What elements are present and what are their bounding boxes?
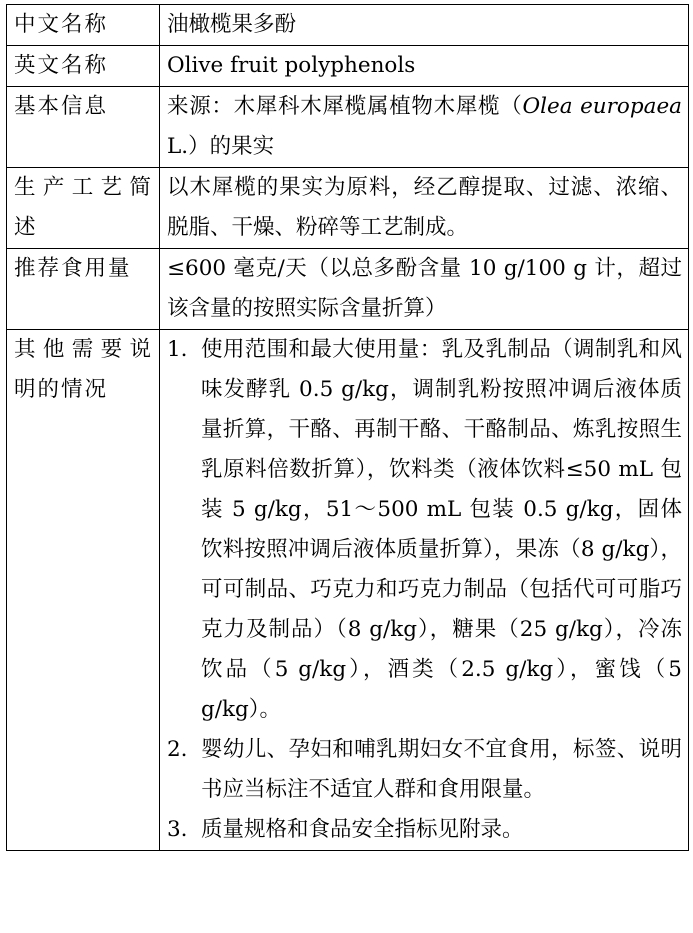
note-text: 使用范围和最大使用量：乳及乳制品（调制乳和风味发酵乳 0.5 g/kg，调制乳粉按照冲调后液体质量折算，干酪、再制干酪、干酪制品、炼乳按照生乳原料倍数折算），饮料类（液体饮料≤50 mL 包装 5 g/kg，51～500 mL 包装 0.5 g/kg，固体饮料按照冲调后液体质量折算），果冻（8 g/kg），可可制品、巧克力和巧克力制品（包括代可可脂巧克力及制品）（8 g/kg），糖果（25 g/kg），冷冻饮品（5 g/kg），酒类（2.5 g/kg），蜜饯（5 g/kg）。 — [201, 337, 682, 722]
ingredient-info-table — [6, 4, 689, 851]
row-value-recommended-intake: ≤600 毫克/天（以总多酚含量 10 g/100 g 计，超过该含量的按照实际含量折算） — [160, 249, 689, 330]
table-row-basic-info — [7, 87, 689, 168]
table-row-english-name — [7, 46, 689, 87]
note-item-1 — [167, 330, 682, 730]
row-value-production-process: 以木犀榄的果实为原料，经乙醇提取、过滤、浓缩、脱脂、干燥、粉碎等工艺制成。 — [160, 168, 689, 249]
row-value-chinese-name: 油橄榄果多酚 — [160, 5, 689, 46]
note-item-3 — [167, 810, 682, 850]
row-label-other-notes: 其他需要说明的情况 — [7, 330, 160, 851]
row-value-english-name: Olive fruit polyphenols — [160, 46, 689, 87]
table-row-recommended-intake — [7, 249, 689, 330]
row-value-basic-info — [160, 87, 689, 168]
row-value-other-notes — [160, 330, 689, 851]
table-row-production-process — [7, 168, 689, 249]
note-item-2 — [167, 730, 682, 810]
table-row-other-notes — [7, 330, 689, 851]
note-number: 2. — [167, 737, 188, 762]
note-text: 婴幼儿、孕妇和哺乳期妇女不宜食用，标签、说明书应当标注不适宜人群和食用限量。 — [201, 737, 682, 802]
source-text-prefix: 来源：木犀科木犀榄属植物木犀榄（ — [167, 94, 523, 119]
species-latin-name: Olea europaea — [522, 94, 682, 119]
note-number: 1. — [167, 337, 188, 362]
row-label-recommended-intake: 推荐食用量 — [7, 249, 160, 330]
table-row-chinese-name — [7, 5, 689, 46]
note-number: 3. — [167, 817, 188, 842]
row-label-chinese-name: 中文名称 — [7, 5, 160, 46]
source-text-suffix: L.）的果实 — [167, 134, 275, 159]
row-label-basic-info: 基本信息 — [7, 87, 160, 168]
note-text: 质量规格和食品安全指标见附录。 — [201, 817, 524, 842]
row-label-english-name: 英文名称 — [7, 46, 160, 87]
row-label-production-process: 生产工艺简述 — [7, 168, 160, 249]
